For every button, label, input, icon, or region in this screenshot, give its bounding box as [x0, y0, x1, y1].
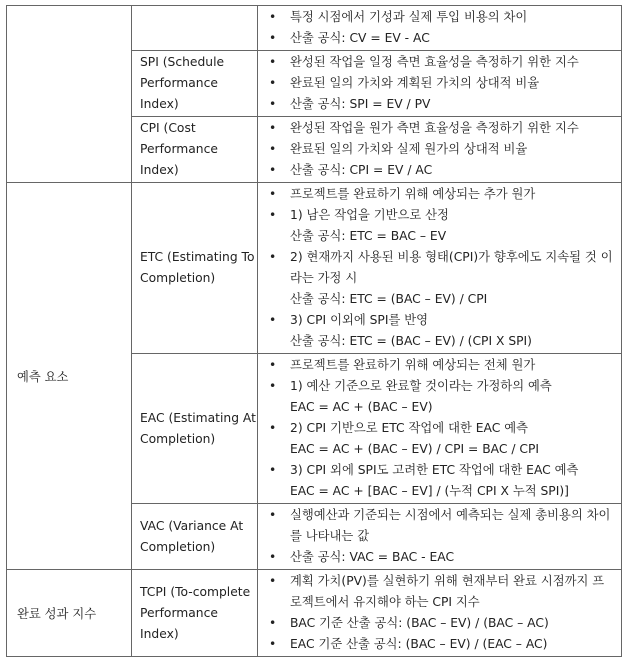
bullet-item: • EAC 기준 산출 공식: (BAC – EV) / (EAC – AC) [258, 634, 613, 655]
formula-line: 산출 공식: ETC = (BAC – EV) / CPI [290, 292, 488, 306]
description-list [258, 7, 613, 49]
bullet-item: • 완성된 작업을 일정 측면 효율성을 측정하기 위한 지수 [258, 52, 613, 73]
description-list [258, 505, 613, 568]
description-list [258, 118, 613, 181]
bullet-item: • 완성된 작업을 원가 측면 효율성을 측정하기 위한 지수 [258, 118, 613, 139]
metric-name-cell [132, 6, 258, 51]
metric-name-cell: CPI (Cost Performance Index) [132, 117, 258, 183]
formula-line: 산출 공식: ETC = (BAC – EV) / (CPI X SPI) [290, 334, 532, 348]
bullet-item: • 실행예산과 기준되는 시점에서 예측되는 실제 총비용의 차이를 나타내는 값 [258, 505, 613, 547]
formula-line: 산출 공식: ETC = BAC – EV [290, 229, 447, 243]
metric-name-cell: VAC (Variance At Completion) [132, 504, 258, 570]
category-cell [7, 570, 132, 657]
bullet-item: • 특정 시점에서 기성과 실제 투입 비용의 차이 [258, 7, 613, 28]
metric-name-cell: ETC (Estimating To Completion) [132, 183, 258, 354]
bullet-item: • 1) 남은 작업을 기반으로 산정 [258, 205, 613, 226]
bullet-item: • 1) 예산 기준으로 완료할 것이라는 가정하의 예측 [258, 376, 613, 397]
description-cell [258, 117, 622, 183]
bullet-item: • 산출 공식: SPI = EV / PV [258, 94, 613, 115]
description-list [258, 355, 613, 502]
bullet-item: • 산출 공식: CV = EV - AC [258, 28, 613, 49]
bullet-item: • 산출 공식: VAC = BAC - EAC [258, 547, 613, 568]
description-list [258, 52, 613, 115]
evm-metrics-table [6, 5, 622, 657]
bullet-item: • 3) CPI 외에 SPI도 고려한 ETC 작업에 대한 EAC 예측 [258, 460, 613, 481]
formula-line: EAC = AC + [BAC – EV] / (누적 CPI X 누적 SPI)] [290, 484, 569, 498]
metric-name-cell: EAC (Estimating At Completion) [132, 354, 258, 504]
category-label: 완료 성과 지수 [17, 607, 97, 621]
table-row [7, 6, 622, 51]
category-label: 예측 요소 [17, 370, 69, 384]
category-cell [7, 183, 132, 570]
formula-line: EAC = AC + (BAC – EV) / CPI = BAC / CPI [290, 442, 540, 456]
bullet-item: • 완료된 일의 가치와 계획된 가치의 상대적 비율 [258, 73, 613, 94]
bullet-item: • 계획 가치(PV)를 실현하기 위해 현재부터 완료 시점까지 프로젝트에서 유지해야 하는 CPI 지수 [258, 571, 613, 613]
category-cell [7, 6, 132, 183]
description-cell [258, 6, 622, 51]
description-list [258, 571, 613, 655]
description-cell [258, 504, 622, 570]
bullet-item: • 프로젝트를 완료하기 위해 예상되는 전체 원가 [258, 355, 613, 376]
bullet-item: • 2) 현재까지 사용된 비용 형태(CPI)가 향후에도 지속될 것 이라는 가정 시 [258, 247, 613, 289]
metric-name-cell: TCPI (To-complete Performance Index) [132, 570, 258, 657]
formula-line: EAC = AC + (BAC – EV) [290, 400, 433, 414]
bullet-item: • 2) CPI 기반으로 ETC 작업에 대한 EAC 예측 [258, 418, 613, 439]
table-row [7, 570, 622, 657]
description-cell [258, 183, 622, 354]
description-cell [258, 570, 622, 657]
description-list [258, 184, 613, 352]
description-cell [258, 354, 622, 504]
bullet-item: • BAC 기준 산출 공식: (BAC – EV) / (BAC – AC) [258, 613, 613, 634]
description-cell [258, 51, 622, 117]
bullet-item: • 3) CPI 이외에 SPI를 반영 [258, 310, 613, 331]
bullet-item: • 완료된 일의 가치와 실제 원가의 상대적 비율 [258, 139, 613, 160]
metric-name-cell: SPI (Schedule Performance Index) [132, 51, 258, 117]
bullet-item: • 산출 공식: CPI = EV / AC [258, 160, 613, 181]
table-row [7, 183, 622, 354]
bullet-item: • 프로젝트를 완료하기 위해 예상되는 추가 원가 [258, 184, 613, 205]
